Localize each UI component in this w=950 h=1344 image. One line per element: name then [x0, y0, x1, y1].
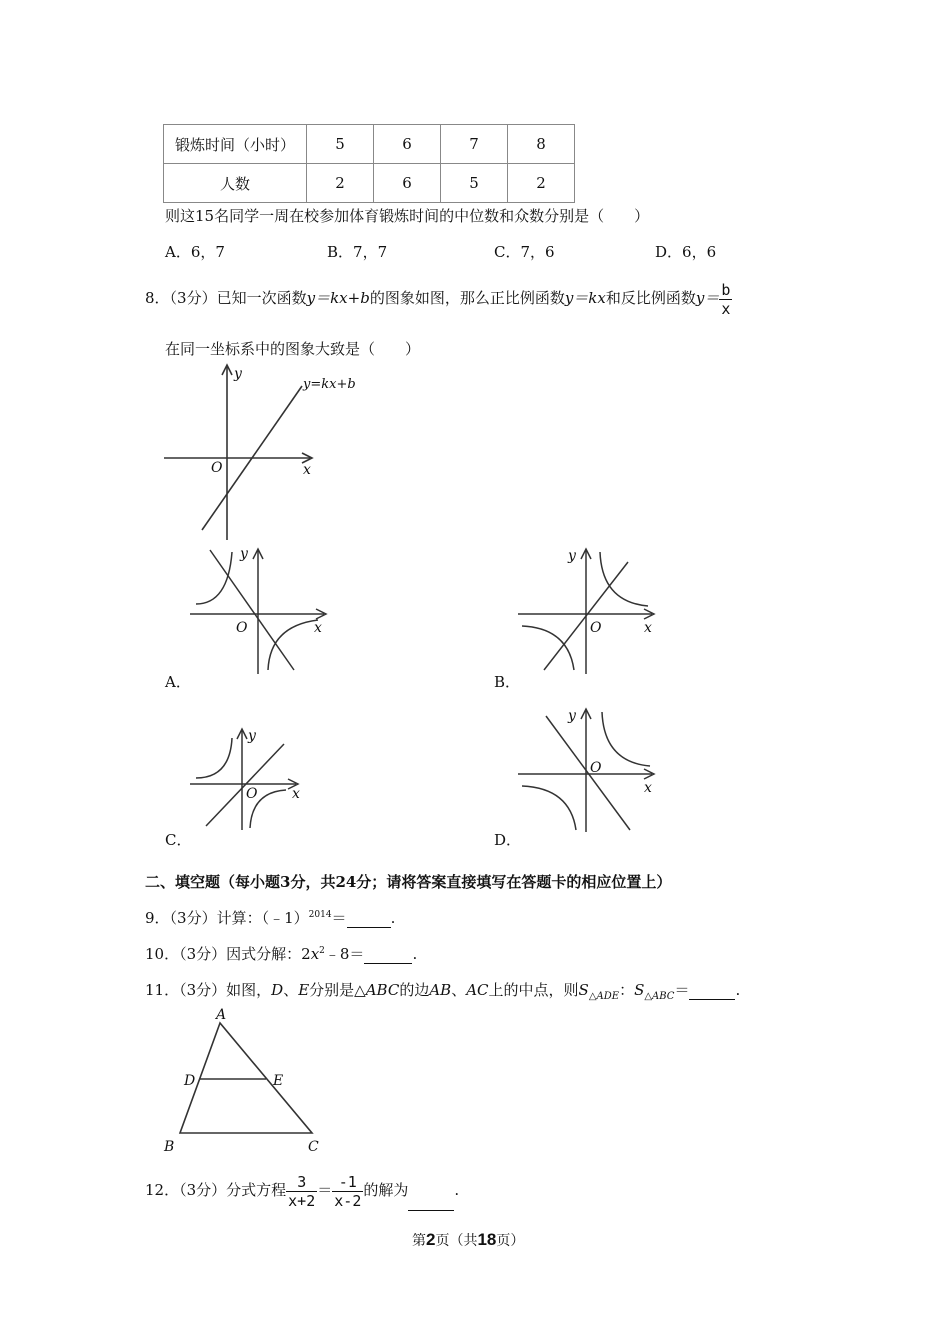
vertex-label: A — [216, 1007, 227, 1023]
hyperbola-branch — [602, 712, 650, 766]
text: ＝ — [331, 909, 347, 927]
question-number: 8． — [145, 289, 170, 307]
hyperbola-branch — [522, 786, 576, 830]
q7-option-a: A．6，7 — [165, 243, 225, 261]
proportional-line — [206, 744, 284, 826]
origin-label: O — [590, 760, 602, 776]
fraction — [286, 1173, 317, 1210]
triangle-abc — [180, 1023, 312, 1133]
text: 已知一次函数 — [216, 289, 307, 307]
q12 — [145, 1170, 459, 1211]
q7-stem: 则这15名同学一周在校参加体育锻炼时间的中位数和众数分别是（ ） — [165, 207, 650, 225]
question-number: 12． — [145, 1181, 180, 1199]
y-label: y — [234, 366, 242, 382]
numerator: b — [721, 280, 731, 299]
fraction — [332, 1173, 363, 1210]
text: 的图象如图，那么正比例函数 — [369, 289, 565, 307]
text: ＝ — [674, 981, 690, 999]
hyperbola-branch — [196, 738, 232, 778]
answer-blank — [408, 1170, 454, 1211]
exponent: 2014 — [308, 910, 332, 920]
text: 分式方程 — [226, 1181, 287, 1199]
text: 计算：（﹣1） — [216, 909, 309, 927]
q8-option-b: B． — [494, 673, 521, 691]
variable: ABC — [365, 981, 400, 999]
question-number: 11． — [145, 981, 180, 999]
subscript: △ABC — [644, 991, 675, 1002]
question-number: 10． — [145, 945, 180, 963]
text: ＝ — [317, 1181, 333, 1199]
data-table — [163, 124, 575, 203]
text: ﹣8＝ — [324, 945, 365, 963]
q7-option-d: D．6，6 — [655, 243, 717, 261]
answer-blank — [689, 981, 735, 1000]
table-cell: 人数 — [164, 164, 307, 203]
triangle-figure — [160, 1005, 340, 1155]
score: （3分） — [179, 945, 227, 963]
text: 上的中点，则 — [488, 981, 579, 999]
answer-blank — [347, 909, 391, 928]
table-row — [164, 164, 575, 203]
subscript: △ADE — [588, 991, 620, 1002]
q7-option-c: C．7，6 — [494, 243, 555, 261]
fraction — [719, 281, 732, 318]
table-row — [164, 125, 575, 164]
table-cell: 5 — [441, 164, 508, 203]
text: 页（共 — [435, 1233, 478, 1249]
text: . — [390, 909, 396, 927]
answer-blank — [364, 945, 412, 964]
proportional-line — [210, 550, 294, 670]
numerator: 3 — [286, 1173, 317, 1192]
denominator: x — [721, 299, 731, 318]
line-label: y=kx+b — [303, 377, 356, 392]
table-cell: 2 — [508, 164, 575, 203]
option-a-graph — [190, 546, 340, 676]
text: 和反比例函数 — [605, 289, 696, 307]
point-label: E — [273, 1073, 284, 1089]
text: . — [454, 1181, 460, 1199]
hyperbola-branch — [522, 626, 574, 670]
text: 的解为 — [363, 1181, 409, 1199]
origin-label: O — [246, 786, 258, 802]
denominator: x+2 — [288, 1191, 316, 1210]
table-cell: 6 — [374, 125, 441, 164]
exponent: 2 — [319, 946, 325, 956]
text: . — [412, 945, 418, 963]
x-label: x — [644, 780, 652, 796]
linear-function-graph — [160, 362, 380, 542]
x-label: x — [303, 462, 311, 478]
y-label: y — [568, 708, 576, 724]
text: . — [735, 981, 741, 999]
option-d-graph — [518, 706, 668, 836]
hyperbola-branch — [196, 552, 232, 604]
text: 、 — [283, 981, 299, 999]
score: （3分） — [169, 909, 217, 927]
formula: y＝kx+b — [306, 289, 370, 307]
hyperbola-branch — [268, 620, 318, 670]
q7-option-b: B．7，7 — [327, 243, 388, 261]
y-label: y — [240, 546, 248, 562]
option-c-graph — [190, 726, 340, 836]
q10 — [145, 943, 417, 964]
vertex-label: B — [164, 1139, 175, 1155]
text: 如图， — [226, 981, 272, 999]
q11 — [145, 979, 740, 1002]
variable: x — [310, 945, 320, 963]
q8-option-d: D． — [494, 831, 522, 849]
page-number: 2 — [426, 1230, 436, 1249]
score: （3分） — [179, 1181, 227, 1199]
x-label: x — [644, 620, 652, 636]
y-label: y — [568, 548, 576, 564]
x-label: x — [292, 786, 300, 802]
text: 分别是△ — [309, 981, 366, 999]
q8-option-c: C． — [165, 831, 192, 849]
q8-stem-line2: 在同一坐标系中的图象大致是（ ） — [165, 340, 421, 358]
hyperbola-branch — [600, 552, 648, 606]
score: （3分） — [179, 981, 227, 999]
variable: AC — [466, 981, 489, 999]
q8-option-a: A． — [165, 673, 191, 691]
section-heading: 二、填空题（每小题3分，共24分；请将答案直接填写在答题卡的相应位置上） — [145, 873, 672, 891]
variable: S — [578, 981, 589, 999]
table-cell: 6 — [374, 164, 441, 203]
question-number: 9． — [145, 909, 170, 927]
q8-stem — [145, 280, 732, 318]
proportional-line — [546, 716, 630, 830]
q9 — [145, 907, 395, 928]
denominator: x-2 — [334, 1191, 362, 1210]
formula: y＝kx — [564, 289, 606, 307]
text: 页） — [496, 1233, 525, 1249]
variable: E — [298, 981, 310, 999]
text: 、 — [451, 981, 467, 999]
table-cell: 锻炼时间（小时） — [164, 125, 307, 164]
variable: D — [271, 981, 284, 999]
formula: y＝ — [695, 289, 720, 307]
y-label: y — [248, 728, 256, 744]
table-cell: 5 — [307, 125, 374, 164]
table-cell: 7 — [441, 125, 508, 164]
score: （3分） — [169, 289, 217, 307]
numerator: -1 — [332, 1173, 363, 1192]
total-pages: 18 — [477, 1230, 497, 1249]
option-b-graph — [518, 546, 668, 676]
text: 的边 — [399, 981, 430, 999]
text: 第 — [412, 1233, 426, 1249]
text: 因式分解：2 — [226, 945, 311, 963]
origin-label: O — [236, 620, 248, 636]
vertex-label: C — [308, 1139, 319, 1155]
origin-label: O — [590, 620, 602, 636]
variable: AB — [429, 981, 452, 999]
x-label: x — [314, 620, 322, 636]
table-cell: 8 — [508, 125, 575, 164]
text: ： — [619, 981, 635, 999]
origin-label: O — [211, 460, 223, 476]
table-cell: 2 — [307, 164, 374, 203]
point-label: D — [184, 1073, 196, 1089]
variable: S — [634, 981, 645, 999]
page-footer — [412, 1230, 524, 1250]
